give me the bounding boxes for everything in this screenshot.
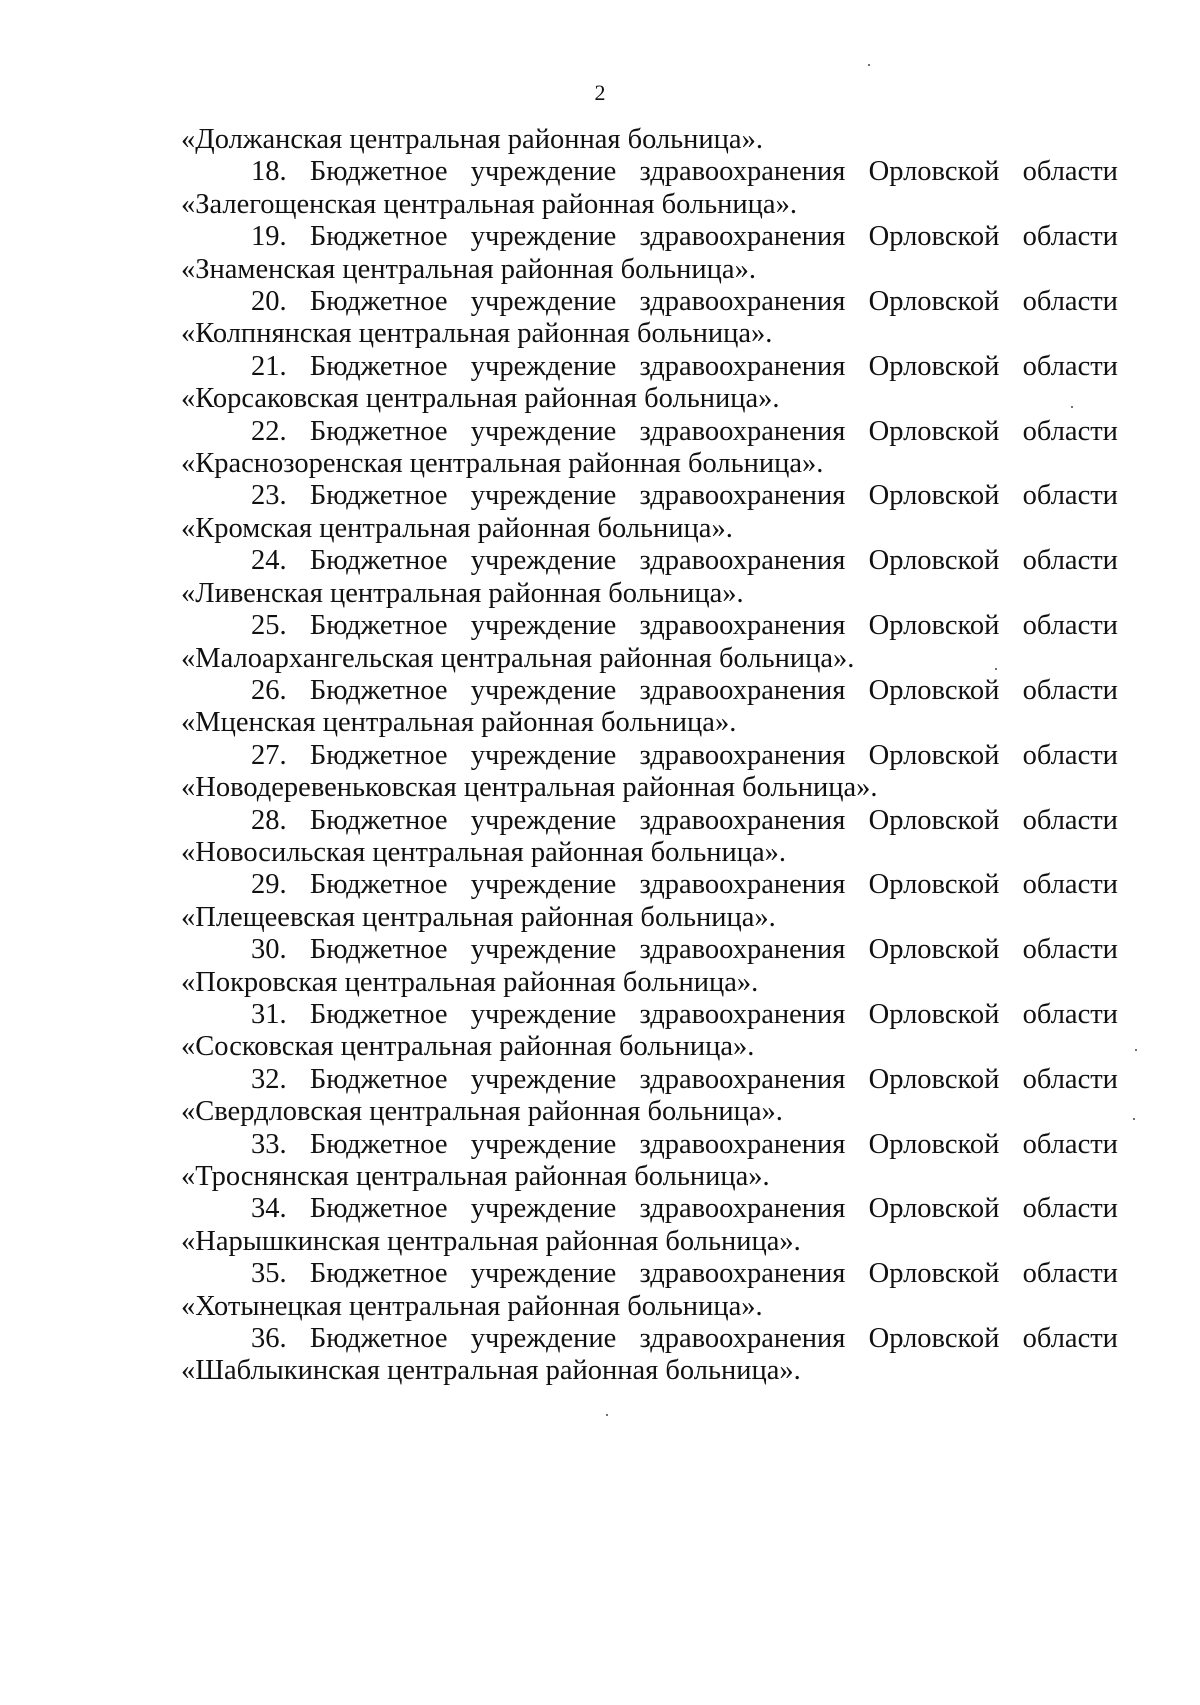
list-item xyxy=(181,416,1118,481)
entry-prefix-word: учреждение xyxy=(470,1063,617,1095)
entry-first-line xyxy=(181,675,1118,707)
entry-prefix-word: Бюджетное xyxy=(309,415,448,447)
entry-institution-name: «Ливенская центральная районная больница». xyxy=(181,577,744,609)
institution-list xyxy=(181,156,1118,1387)
entry-institution-name: «Мценская центральная районная больница». xyxy=(181,707,737,739)
entry-institution-name: «Знаменская центральная районная больница». xyxy=(181,253,756,285)
entry-institution-name: «Малоархангельская центральная районная больница». xyxy=(181,642,855,674)
entry-institution-name: «Плещеевская центральная районная больница». xyxy=(181,901,776,933)
entry-prefix-word: учреждение xyxy=(470,804,617,836)
entry-prefix-word: учреждение xyxy=(470,1193,617,1225)
entry-prefix-word: Бюджетное xyxy=(309,156,448,188)
entry-institution-name: «Сосковская центральная районная больница». xyxy=(181,1031,755,1063)
list-item xyxy=(181,351,1118,416)
entry-prefix-word: Орловской xyxy=(868,1128,1000,1160)
list-item xyxy=(181,869,1118,934)
entry-prefix-word: области xyxy=(1022,156,1118,188)
entry-institution-name: «Залегощенская центральная районная больница». xyxy=(181,188,797,220)
entry-prefix-word: Орловской xyxy=(868,1063,1000,1095)
entry-first-line xyxy=(181,1323,1118,1355)
scan-speck xyxy=(1135,1049,1137,1051)
list-item xyxy=(181,480,1118,545)
entry-prefix-word: учреждение xyxy=(470,1323,617,1355)
entry-first-line xyxy=(181,156,1118,188)
entry-prefix-word: здравоохранения xyxy=(639,869,846,901)
entry-prefix-word: области xyxy=(1022,804,1118,836)
entry-prefix-word: учреждение xyxy=(470,1128,617,1160)
entry-first-line xyxy=(181,1129,1118,1161)
scan-speck xyxy=(606,1414,608,1416)
entry-prefix-word: здравоохранения xyxy=(639,350,846,382)
entry-prefix-word: Бюджетное xyxy=(309,869,448,901)
entry-number: 36. xyxy=(251,1323,287,1355)
entry-number: 34. xyxy=(251,1193,287,1225)
entry-prefix-word: Орловской xyxy=(868,674,1000,706)
entry-institution-name: «Колпнянская центральная районная больница». xyxy=(181,318,773,350)
entry-first-line xyxy=(181,934,1118,966)
entry-institution-name: «Кромская центральная районная больница». xyxy=(181,512,733,544)
entry-prefix-word: учреждение xyxy=(470,545,617,577)
entry-prefix-word: Орловской xyxy=(868,545,1000,577)
entry-prefix-word: здравоохранения xyxy=(639,610,846,642)
entry-prefix-word: учреждение xyxy=(470,869,617,901)
entry-prefix-word: Орловской xyxy=(868,804,1000,836)
entry-institution-name: «Новодеревеньковская центральная районная больница». xyxy=(181,772,878,804)
entry-prefix-word: области xyxy=(1022,545,1118,577)
entry-prefix-word: здравоохранения xyxy=(639,156,846,188)
entry-prefix-word: Бюджетное xyxy=(309,221,448,253)
page-number: 2 xyxy=(594,80,606,105)
entry-prefix-word: Орловской xyxy=(868,1258,1000,1290)
entry-prefix-word: Орловской xyxy=(868,156,1000,188)
scan-speck xyxy=(868,64,870,66)
entry-prefix-word: Бюджетное xyxy=(309,1063,448,1095)
entry-prefix-word: Орловской xyxy=(868,415,1000,447)
entry-prefix-word: учреждение xyxy=(470,156,617,188)
entry-first-line xyxy=(181,351,1118,383)
entry-prefix-word: Бюджетное xyxy=(309,1128,448,1160)
entry-first-line xyxy=(181,480,1118,512)
list-item xyxy=(181,1323,1118,1388)
entry-prefix-word: Бюджетное xyxy=(309,674,448,706)
entry-prefix-word: здравоохранения xyxy=(639,998,846,1030)
entry-first-line xyxy=(181,610,1118,642)
list-item xyxy=(181,805,1118,870)
entry-prefix-word: учреждение xyxy=(470,739,617,771)
entry-prefix-word: области xyxy=(1022,1193,1118,1225)
entry-number: 20. xyxy=(251,286,287,318)
entry-prefix-word: области xyxy=(1022,869,1118,901)
entry-institution-name: «Покровская центральная районная больница». xyxy=(181,966,759,998)
entry-first-line xyxy=(181,545,1118,577)
entry-prefix-word: учреждение xyxy=(470,286,617,318)
list-item xyxy=(181,740,1118,805)
entry-prefix-word: Бюджетное xyxy=(309,998,448,1030)
entry-first-line xyxy=(181,286,1118,318)
entry-prefix-word: области xyxy=(1022,350,1118,382)
scan-speck xyxy=(1071,406,1073,408)
list-item xyxy=(181,610,1118,675)
entry-institution-name: «Хотынецкая центральная районная больница». xyxy=(181,1290,763,1322)
entry-prefix-word: области xyxy=(1022,286,1118,318)
entry-prefix-word: здравоохранения xyxy=(639,1063,846,1095)
entry-institution-name: «Краснозоренская центральная районная больница». xyxy=(181,448,824,480)
list-item xyxy=(181,1129,1118,1194)
entry-prefix-word: области xyxy=(1022,934,1118,966)
list-item xyxy=(181,545,1118,610)
entry-prefix-word: области xyxy=(1022,221,1118,253)
entry-number: 22. xyxy=(251,415,287,447)
scan-speck xyxy=(995,668,997,670)
entry-prefix-word: Орловской xyxy=(868,610,1000,642)
entry-prefix-word: области xyxy=(1022,480,1118,512)
entry-prefix-word: здравоохранения xyxy=(639,1323,846,1355)
entry-prefix-word: области xyxy=(1022,1128,1118,1160)
entry-first-line xyxy=(181,740,1118,772)
entry-first-line xyxy=(181,805,1118,837)
entry-first-line xyxy=(181,1064,1118,1096)
entry-prefix-word: здравоохранения xyxy=(639,1128,846,1160)
entry-prefix-word: здравоохранения xyxy=(639,286,846,318)
entry-institution-name: «Корсаковская центральная районная больница». xyxy=(181,383,780,415)
entry-first-line xyxy=(181,1193,1118,1225)
entry-institution-name: «Свердловская центральная районная больница». xyxy=(181,1096,783,1128)
entry-prefix-word: области xyxy=(1022,1323,1118,1355)
entry-first-line xyxy=(181,999,1118,1031)
list-item xyxy=(181,221,1118,286)
entry-number: 31. xyxy=(251,998,287,1030)
entry-number: 23. xyxy=(251,480,287,512)
entry-prefix-word: области xyxy=(1022,415,1118,447)
entry-prefix-word: Бюджетное xyxy=(309,480,448,512)
list-item xyxy=(181,1193,1118,1258)
entry-prefix-word: Бюджетное xyxy=(309,1193,448,1225)
entry-prefix-word: Орловской xyxy=(868,934,1000,966)
list-item xyxy=(181,675,1118,740)
entry-prefix-word: здравоохранения xyxy=(639,934,846,966)
entry-prefix-word: Бюджетное xyxy=(309,350,448,382)
entry-prefix-word: Орловской xyxy=(868,739,1000,771)
entry-prefix-word: Бюджетное xyxy=(309,804,448,836)
entry-first-line xyxy=(181,1258,1118,1290)
continued-entry-line: «Должанская центральная районная больница». xyxy=(181,124,763,155)
entry-prefix-word: учреждение xyxy=(470,1258,617,1290)
list-item xyxy=(181,156,1118,221)
entry-prefix-word: области xyxy=(1022,1063,1118,1095)
entry-prefix-word: здравоохранения xyxy=(639,480,846,512)
list-item xyxy=(181,1064,1118,1129)
entry-prefix-word: учреждение xyxy=(470,674,617,706)
entry-prefix-word: области xyxy=(1022,674,1118,706)
entry-prefix-word: здравоохранения xyxy=(639,739,846,771)
entry-prefix-word: учреждение xyxy=(470,221,617,253)
entry-institution-name: «Троснянская центральная районная больница». xyxy=(181,1161,770,1192)
list-item xyxy=(181,999,1118,1064)
entry-prefix-word: Бюджетное xyxy=(309,739,448,771)
entry-prefix-word: Орловской xyxy=(868,1193,1000,1225)
entry-number: 27. xyxy=(251,739,287,771)
list-item xyxy=(181,1258,1118,1323)
entry-number: 21. xyxy=(251,350,287,382)
entry-prefix-word: учреждение xyxy=(470,480,617,512)
entry-institution-name: «Нарышкинская центральная районная больница». xyxy=(181,1225,801,1257)
entry-number: 18. xyxy=(251,156,287,188)
entry-prefix-word: учреждение xyxy=(470,350,617,382)
entry-prefix-word: Орловской xyxy=(868,998,1000,1030)
entry-prefix-word: области xyxy=(1022,610,1118,642)
entry-prefix-word: Бюджетное xyxy=(309,286,448,318)
entry-number: 30. xyxy=(251,934,287,966)
entry-prefix-word: Орловской xyxy=(868,1323,1000,1355)
entry-number: 33. xyxy=(251,1128,287,1160)
entry-prefix-word: Орловской xyxy=(868,869,1000,901)
entry-prefix-word: области xyxy=(1022,998,1118,1030)
scan-speck xyxy=(1133,1118,1135,1120)
entry-prefix-word: Бюджетное xyxy=(309,610,448,642)
entry-number: 29. xyxy=(251,869,287,901)
entry-institution-name: «Новосильская центральная районная больница». xyxy=(181,836,786,868)
entry-prefix-word: области xyxy=(1022,739,1118,771)
entry-prefix-word: Бюджетное xyxy=(309,545,448,577)
entry-first-line xyxy=(181,416,1118,448)
entry-number: 28. xyxy=(251,804,287,836)
entry-number: 25. xyxy=(251,610,287,642)
entry-prefix-word: области xyxy=(1022,1258,1118,1290)
document-body xyxy=(181,124,1118,1388)
entry-prefix-word: здравоохранения xyxy=(639,415,846,447)
list-item xyxy=(181,934,1118,999)
entry-prefix-word: Орловской xyxy=(868,480,1000,512)
entry-number: 24. xyxy=(251,545,287,577)
entry-number: 35. xyxy=(251,1258,287,1290)
entry-prefix-word: здравоохранения xyxy=(639,221,846,253)
entry-prefix-word: Бюджетное xyxy=(309,1258,448,1290)
entry-prefix-word: учреждение xyxy=(470,610,617,642)
entry-institution-name: «Шаблыкинская центральная районная больница». xyxy=(181,1355,801,1387)
entry-number: 26. xyxy=(251,674,287,706)
entry-prefix-word: Орловской xyxy=(868,286,1000,318)
entry-prefix-word: здравоохранения xyxy=(639,1193,846,1225)
entry-prefix-word: Бюджетное xyxy=(309,1323,448,1355)
entry-prefix-word: учреждение xyxy=(470,998,617,1030)
entry-first-line xyxy=(181,221,1118,253)
entry-prefix-word: здравоохранения xyxy=(639,1258,846,1290)
entry-prefix-word: учреждение xyxy=(470,934,617,966)
entry-first-line xyxy=(181,869,1118,901)
entry-number: 32. xyxy=(251,1063,287,1095)
entry-prefix-word: Орловской xyxy=(868,221,1000,253)
entry-prefix-word: здравоохранения xyxy=(639,804,846,836)
entry-prefix-word: Орловской xyxy=(868,350,1000,382)
list-item xyxy=(181,286,1118,351)
entry-prefix-word: здравоохранения xyxy=(639,674,846,706)
entry-prefix-word: здравоохранения xyxy=(639,545,846,577)
entry-number: 19. xyxy=(251,221,287,253)
entry-prefix-word: Бюджетное xyxy=(309,934,448,966)
entry-prefix-word: учреждение xyxy=(470,415,617,447)
